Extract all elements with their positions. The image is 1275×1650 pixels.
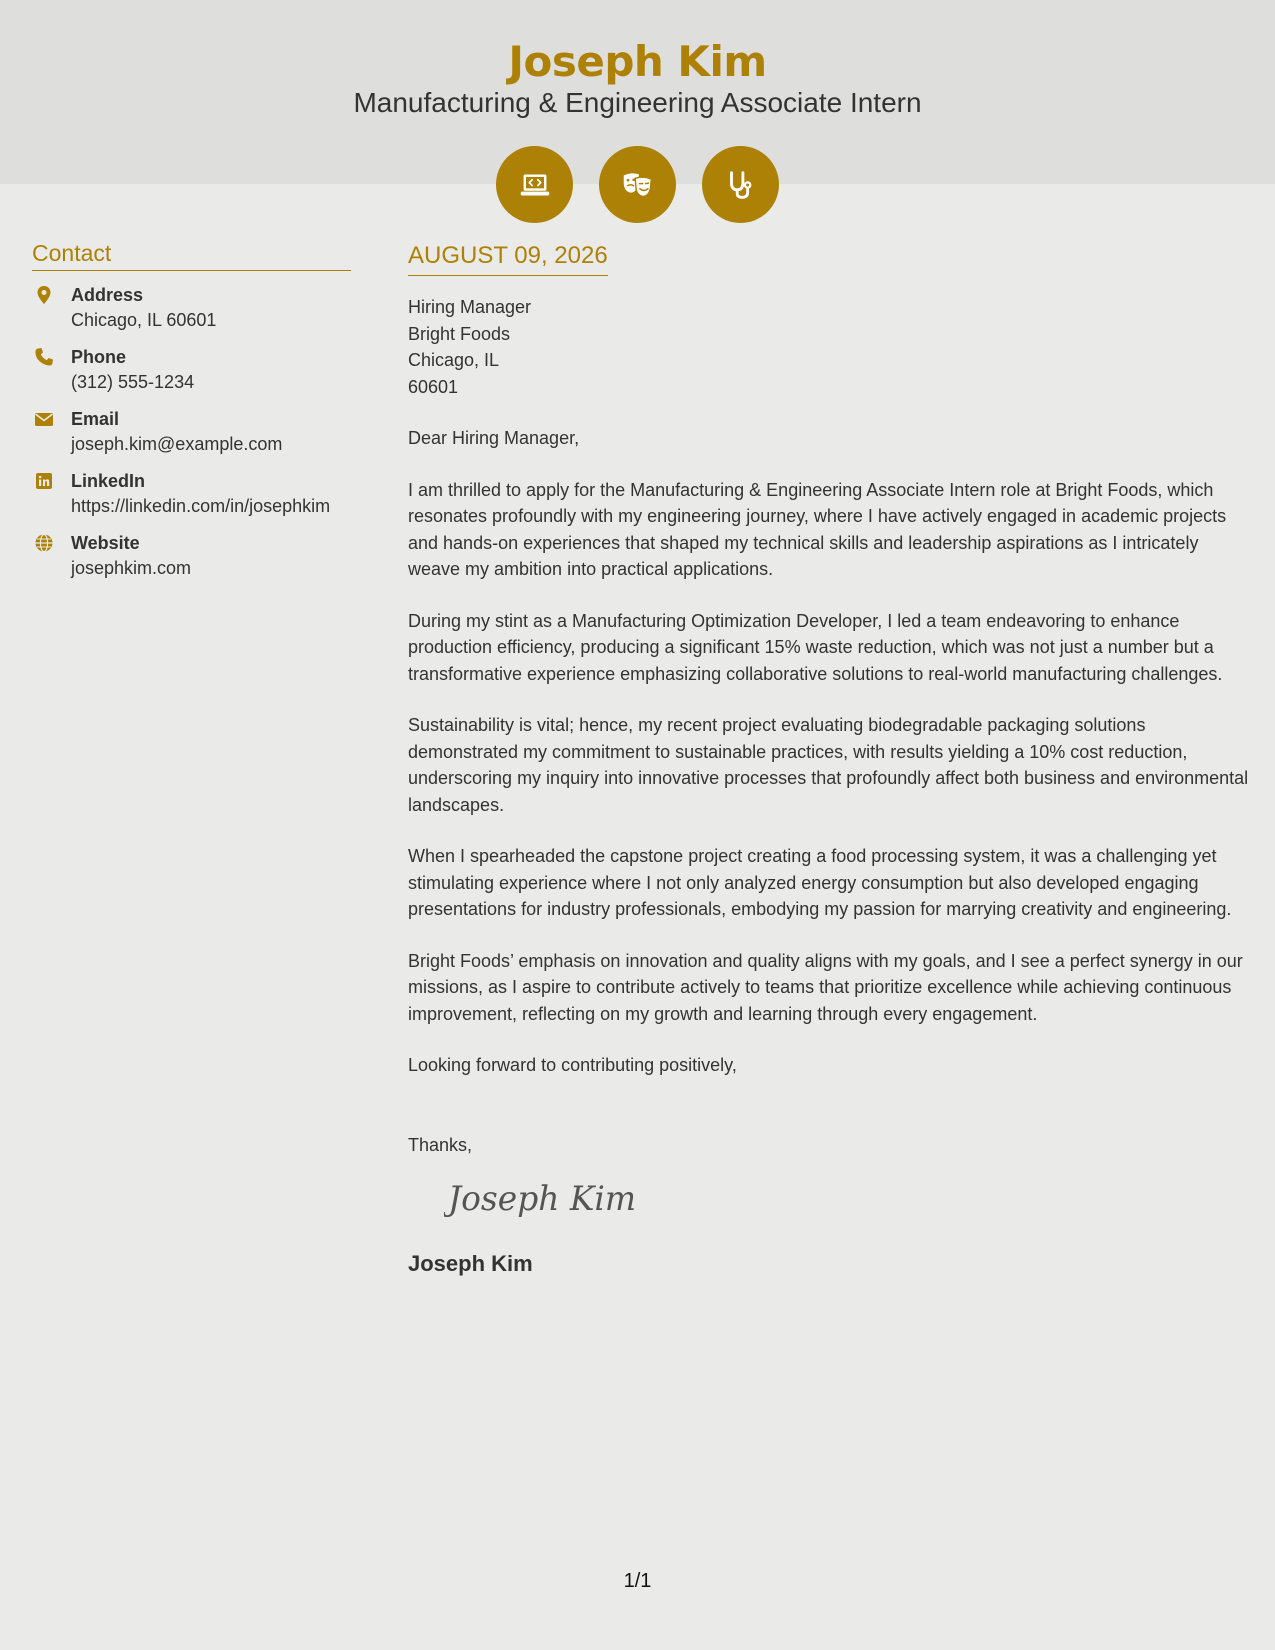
body-paragraph: I am thrilled to apply for the Manufacturing & Engineering Associate Intern role at Bright Foods, which resonates profoundly with my engineering journey, where I have actively engaged in academic projects and hands-on experiences that shaped my technical skills and leadership aspirations as I intricately weave my ambition into practical applications. — [408, 479, 1227, 579]
map-pin-icon — [34, 285, 54, 305]
page-number: 1/1 — [623, 1570, 652, 1592]
contact-phone — [32, 345, 351, 395]
handwritten-signature — [444, 1168, 644, 1228]
interest-icons — [0, 146, 1275, 223]
applicant-name: Joseph Kim — [508, 37, 767, 86]
theater-masks-icon — [599, 146, 676, 223]
body-paragraph: Bright Foods’ emphasis on innovation and quality aligns with my goals, and I see a perfect synergy in our missions, as I aspire to contribute actively to teams that prioritize excellence while achieving continuous improvement, reflecting on my growth and learning through every engagement. — [408, 950, 1243, 1024]
contact-list — [32, 283, 351, 581]
recipient-line: Chicago, IL — [408, 350, 500, 370]
letter-body — [408, 240, 1250, 1279]
contact-linkedin — [32, 469, 351, 519]
body-paragraph: During my stint as a Manufacturing Optimization Developer, I led a team endeavoring to enhance production efficiency, producing a significant 15% waste reduction, which was not just a number but a transformative experience emphasizing collaborative solutions to real-world manufacturing challenges. — [408, 610, 1223, 684]
contact-sidebar — [32, 238, 351, 593]
linkedin-label: LinkedIn — [71, 471, 146, 491]
recipient-line: 60601 — [408, 376, 459, 397]
recipient-line: Bright Foods — [408, 323, 511, 344]
recipient-line: Hiring Manager — [408, 297, 532, 317]
address-value: Chicago, IL 60601 — [71, 310, 217, 330]
linkedin-value[interactable]: https://linkedin.com/in/josephkim — [71, 496, 331, 516]
address-label: Address — [71, 285, 144, 305]
job-title: Manufacturing & Engineering Associate Intern — [353, 87, 922, 118]
phone-value: (312) 555-1234 — [71, 372, 195, 392]
phone-icon — [34, 347, 54, 367]
laptop-code-icon — [496, 146, 573, 223]
website-value[interactable]: josephkim.com — [71, 558, 192, 578]
body-paragraph: When I spearheaded the capstone project creating a food processing system, it was a challenging yet stimulating experience where I not only analyzed energy consumption but also developed engaging presentations for industry professionals, embodying my passion for marrying creativity and engineering. — [408, 846, 1232, 919]
envelope-icon — [34, 409, 54, 429]
contact-heading: Contact — [32, 238, 351, 271]
contact-website — [32, 531, 351, 581]
linkedin-icon — [34, 471, 54, 491]
email-label: Email — [71, 409, 120, 429]
globe-icon — [34, 533, 54, 553]
website-label: Website — [71, 533, 140, 553]
contact-email — [32, 407, 351, 457]
contact-address — [32, 283, 351, 333]
salutation: Dear Hiring Manager, — [408, 428, 580, 448]
signoff: Thanks, — [408, 1134, 473, 1155]
signer-name: Joseph Kim — [408, 1251, 533, 1276]
stethoscope-icon — [702, 146, 779, 223]
body-paragraph: Sustainability is vital; hence, my recent project evaluating biodegradable packaging solutions demonstrated my commitment to sustainable practices, with results yielding a 10% cost reduction, underscoring my inquiry into innovative processes that profoundly affect both business and environmental landscapes. — [408, 715, 1249, 815]
recipient-block — [408, 294, 1250, 400]
signature-text: Joseph Kim — [444, 1179, 636, 1219]
email-value[interactable]: joseph.kim@example.com — [71, 434, 283, 454]
phone-label: Phone — [71, 347, 127, 367]
letter-date: AUGUST 09, 2026 — [408, 240, 608, 276]
closing-line: Looking forward to contributing positively, — [408, 1055, 737, 1075]
